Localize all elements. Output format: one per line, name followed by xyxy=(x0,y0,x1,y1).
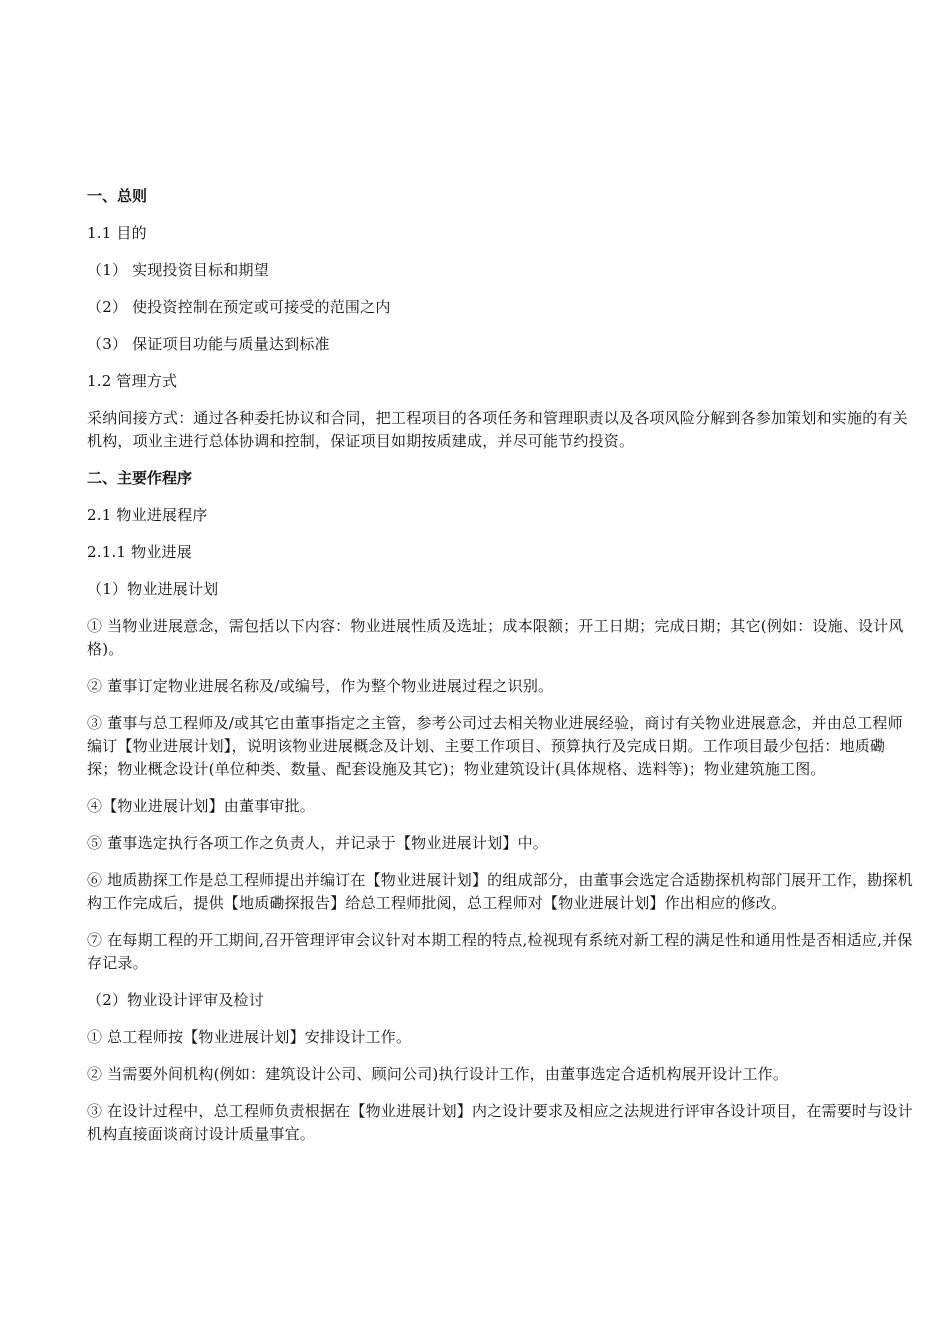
plan-item-1: ① 当物业进展意念，需包括以下内容：物业进展性质及选址；成本限额；开工日期；完成日期；其它(例如：设施、设计风格)。 xyxy=(87,617,904,658)
document-page xyxy=(87,185,913,1160)
goal-item-1: （1） 实现投资目标和期望 xyxy=(87,261,269,279)
plan-item-5: ⑤ 董事选定执行各项工作之负责人，并记录于【物业进展计划】中。 xyxy=(87,834,548,852)
subsection-development: 2.1.1 物业进展 xyxy=(87,543,192,561)
review-item-3: ③ 在设计过程中，总工程师负责根据在【物业进展计划】内之设计要求及相应之法规进行评审各设计项目，在需要时与设计机构直接面谈商讨设计质量事宜。 xyxy=(87,1102,913,1143)
plan-item-2: ② 董事订定物业进展名称及/或编号，作为整个物业进展过程之识别。 xyxy=(87,677,554,695)
review-item-1: ① 总工程师按【物业进展计划】安排设计工作。 xyxy=(87,1028,412,1046)
subsection-purpose: 1.1 目的 xyxy=(87,224,147,242)
plan-item-3: ③ 董事与总工程师及/或其它由董事指定之主管，参考公司过去相关物业进展经验，商讨有关物业进展意念，并由总工程师编订【物业进展计划】，说明该物业进展概念及计划、主要工作项目、预算执行及完成日期。工作项目最少包括：地质磡探；物业概念设计(单位种类、数量、配套设施及其它)；物业建筑设计(具体规格、选料等)；物业建筑施工图。 xyxy=(87,714,903,778)
section-heading-general: 一、总则 xyxy=(87,187,148,205)
subheading-development-plan: （1）物业进展计划 xyxy=(87,580,219,598)
subsection-development-procedure: 2.1 物业进展程序 xyxy=(87,506,208,524)
plan-item-4: ④【物业进展计划】由董事审批。 xyxy=(87,797,316,815)
section-heading-procedures: 二、主要作程序 xyxy=(87,469,193,487)
subsection-management: 1.2 管理方式 xyxy=(87,372,178,390)
review-item-2: ② 当需要外间机构(例如：建筑设计公司、顾问公司)执行设计工作，由董事选定合适机构展开设计工作。 xyxy=(87,1065,789,1083)
subheading-design-review: （2）物业设计评审及检讨 xyxy=(87,991,264,1009)
goal-item-3: （3） 保证项目功能与质量达到标准 xyxy=(87,335,330,353)
management-paragraph: 采纳间接方式：通过各种委托协议和合同，把工程项目的各项任务和管理职责以及各项风险分解到各参加策划和实施的有关机构，项业主进行总体协调和控制，保证项目如期按质建成，并尽可能节约投资。 xyxy=(87,409,908,450)
plan-item-7: ⑦ 在每期工程的开工期间,召开管理评审会议针对本期工程的特点,检视现有系统对新工程的满足性和通用性是否相适应,并保存记录。 xyxy=(87,931,913,972)
goal-item-2: （2） 使投资控制在预定或可接受的范围之内 xyxy=(87,298,391,316)
plan-item-6: ⑥ 地质勘探工作是总工程师提出并编订在【物业进展计划】的组成部分，由董事会选定合适勘探机构部门展开工作，勘探机构工作完成后，提供【地质磡探报告】给总工程师批阅，总工程师对【物业进展计划】作出相应的修改。 xyxy=(87,871,913,912)
